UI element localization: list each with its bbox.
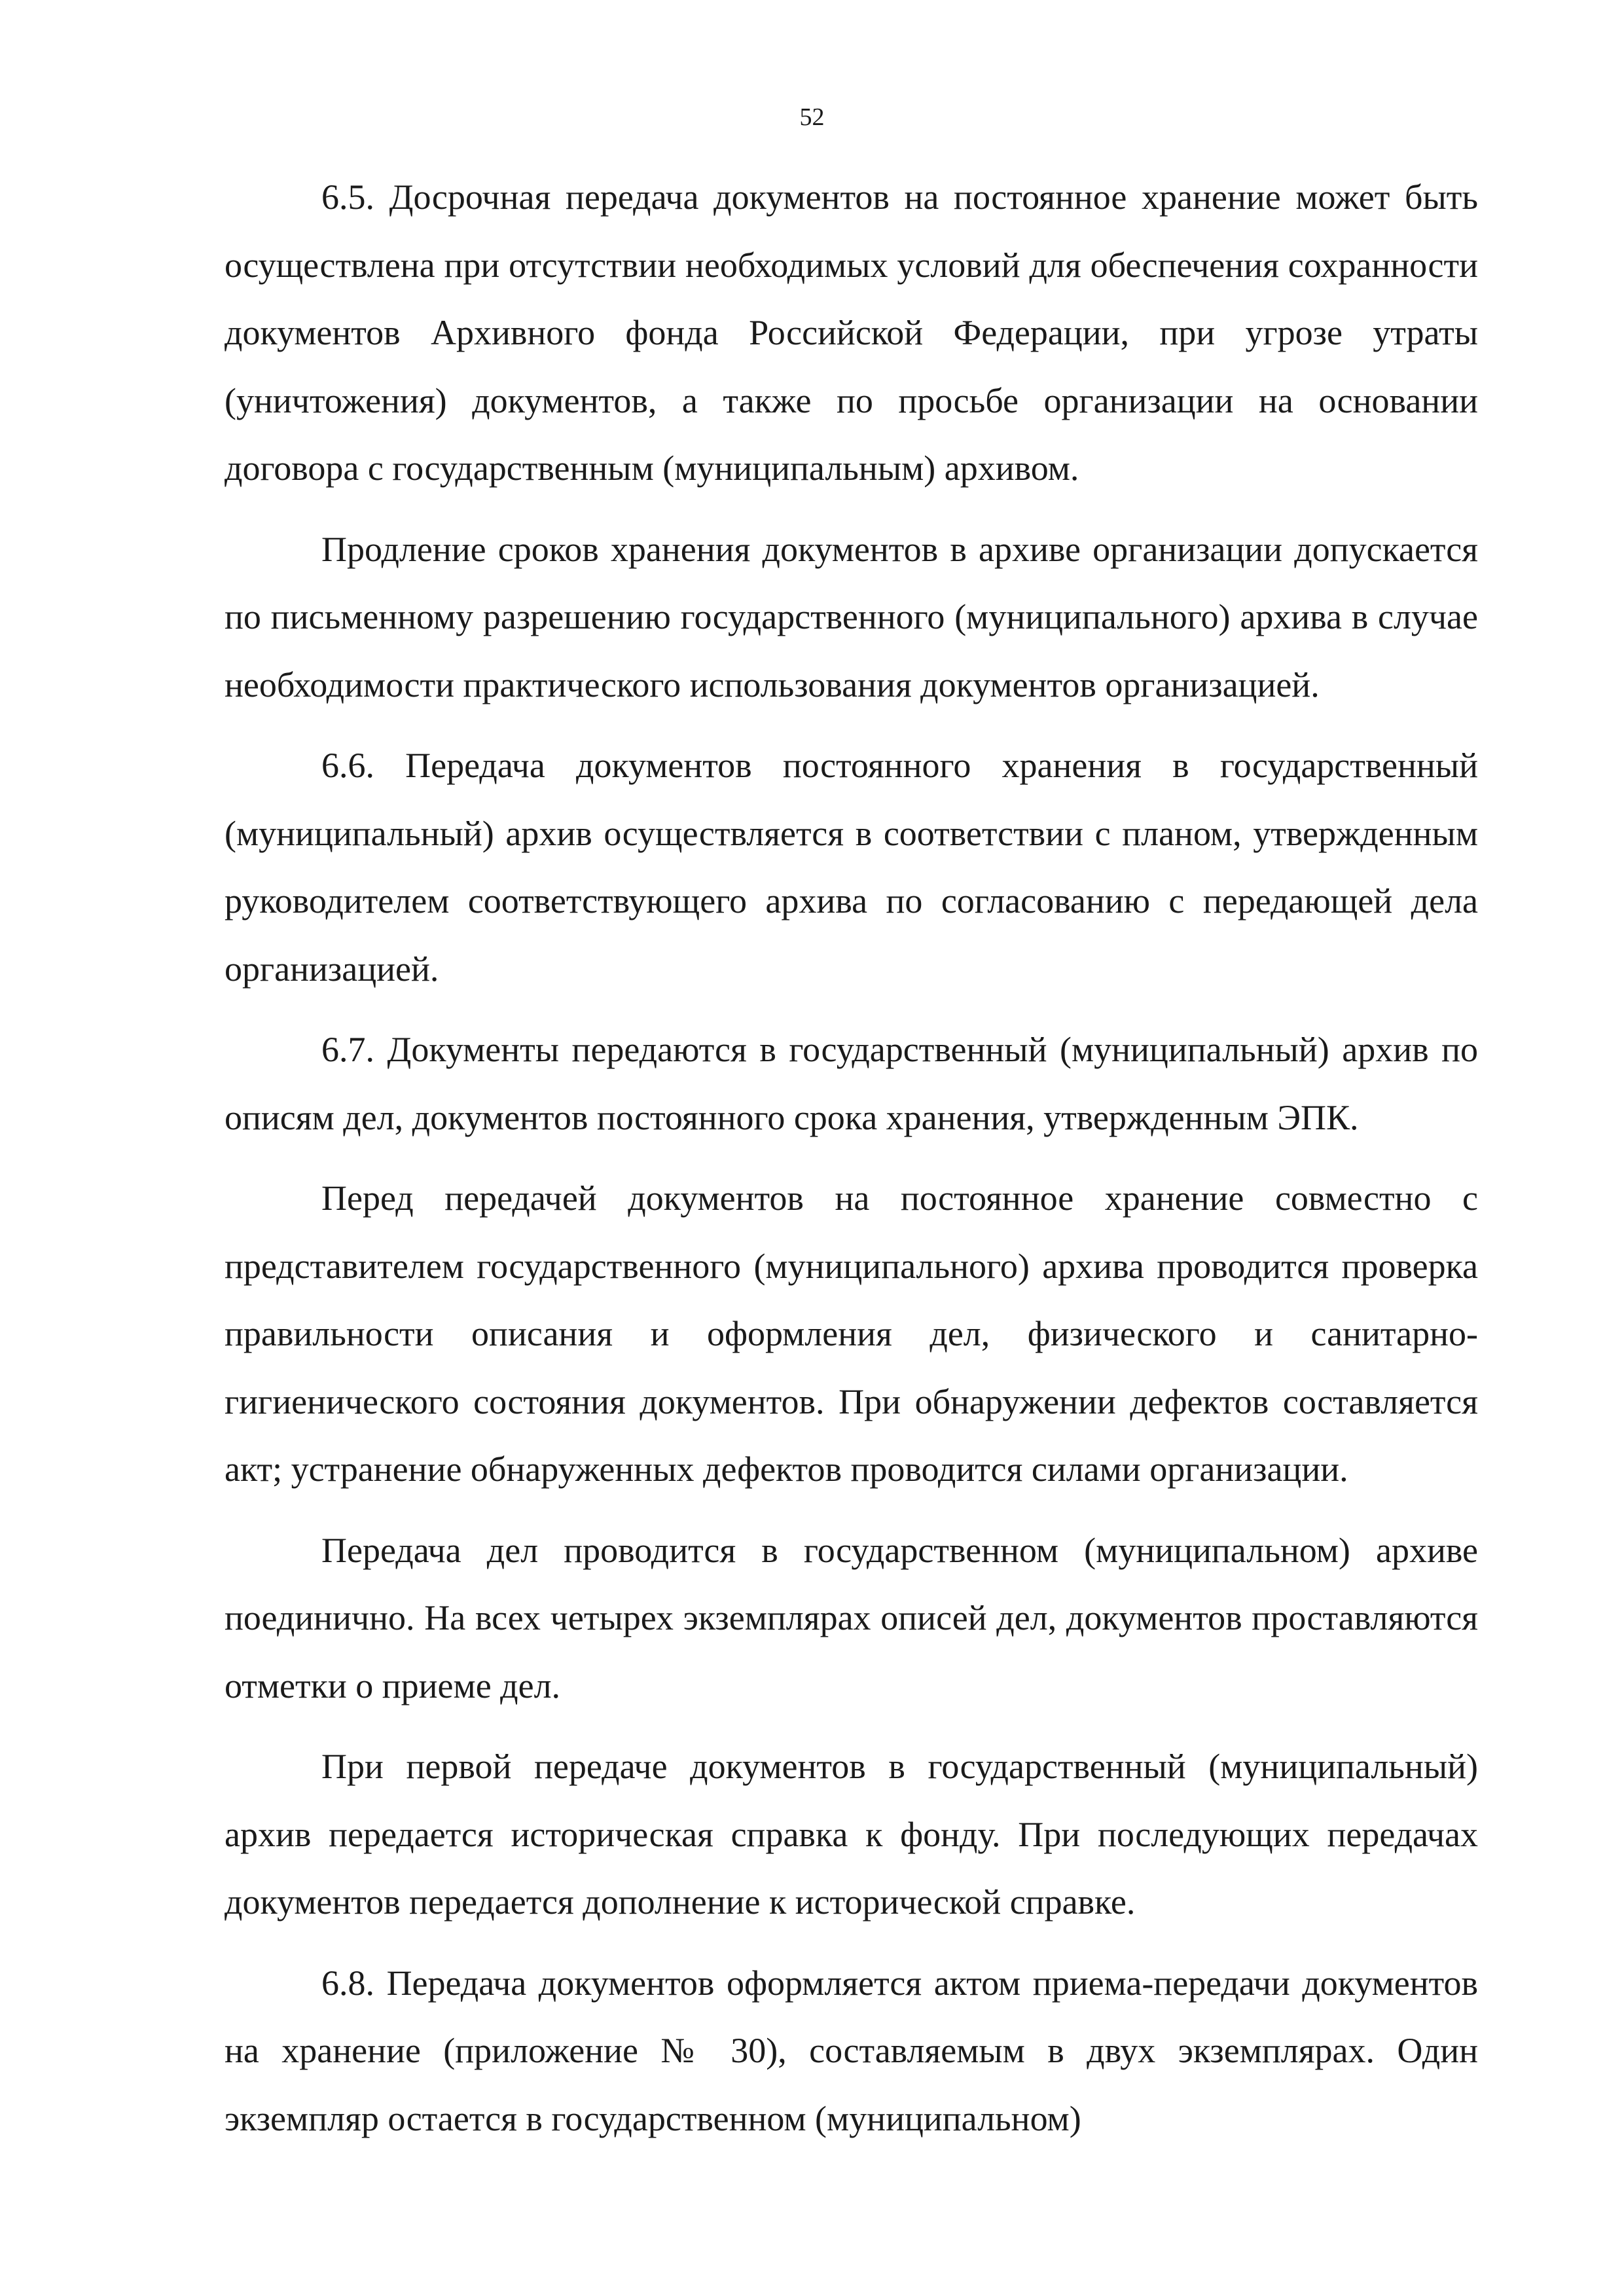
document-body bbox=[225, 164, 1478, 2153]
paragraph-extension-of-storage: Продление сроков хранения документов в архиве организации допускается по письменному разрешению государственного (муниципального) архива в случае необходимости практического использования документов организацией. bbox=[225, 529, 1478, 704]
paragraph-6-5: 6.5. Досрочная передача документов на постоянное хранение может быть осуществлена при отсутствии необходимых условий для обеспечения сохранности документов Архивного фонда Российской Федерации, при угрозе утраты (уничтожения) документов, а также по просьбе организации на основании договора с государственным (муниципальным) архивом. bbox=[225, 177, 1478, 488]
paragraph-6-6: 6.6. Передача документов постоянного хранения в государственный (муниципальный) архив осуществляется в соответствии с планом, утвержденным руководителем соответствующего архива по согласованию с передающей дела организацией. bbox=[225, 746, 1478, 989]
page-number: 52 bbox=[799, 103, 825, 131]
paragraph-6-8: 6.8. Передача документов оформляется актом приема-передачи документов на хранение (приложение № 30), составляемым в двух экземплярах. Один экземпляр остается в государственном (муниципальном) bbox=[225, 1963, 1478, 2138]
paragraph-historical-note: При первой передаче документов в государственный (муниципальный) архив передается историческая справка к фонду. При последующих передачах документов передается дополнение к исторической справке. bbox=[225, 1747, 1478, 1922]
paragraph-transfer-of-files: Передача дел проводится в государственном (муниципальном) архиве поединично. На всех четырех экземплярах описей дел, документов проставляются отметки о приеме дел. bbox=[225, 1530, 1478, 1705]
paragraph-pre-transfer-check: Перед передачей документов на постоянное хранение совместно с представителем государственного (муниципального) архива проводится проверка правильности описания и оформления дел, физического и санитарно-гигиенического состояния документов. При обнаружении дефектов составляется акт; устранение обнаруженных дефектов проводится силами организации. bbox=[225, 1178, 1478, 1489]
paragraph-6-7: 6.7. Документы передаются в государственный (муниципальный) архив по описям дел, документов постоянного срока хранения, утвержденным ЭПК. bbox=[225, 1030, 1478, 1137]
